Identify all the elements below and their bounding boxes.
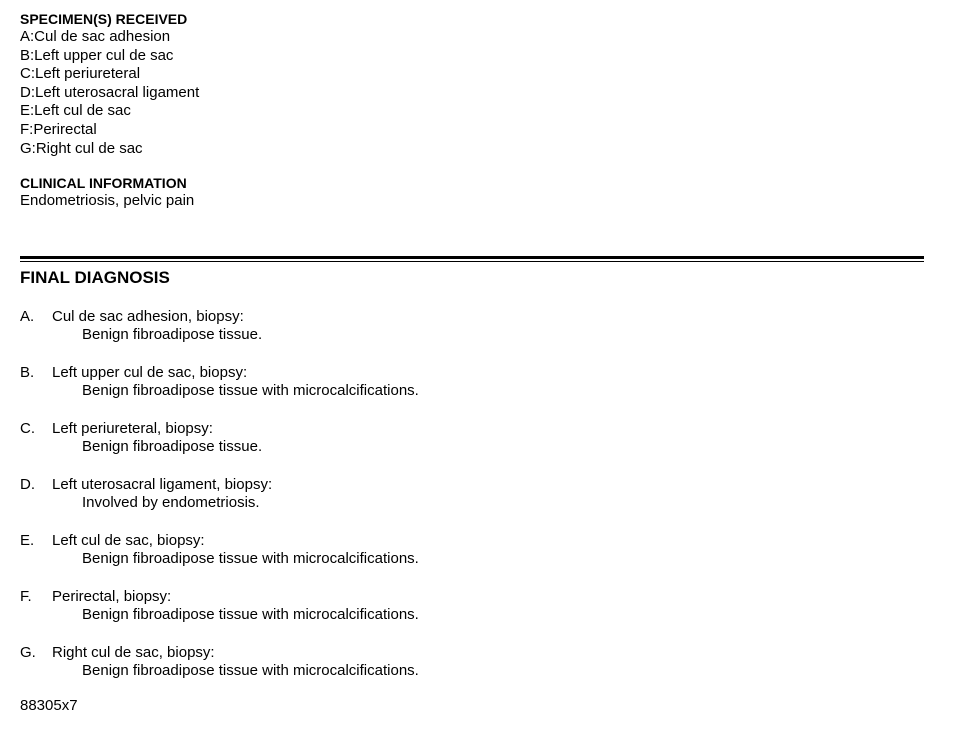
specimen-item: D:Left uterosacral ligament bbox=[20, 83, 200, 101]
diagnosis-site: Perirectal, biopsy: bbox=[52, 588, 172, 605]
clinical-information bbox=[20, 174, 924, 210]
diagnosis-item-b bbox=[20, 364, 900, 420]
diagnosis-site: Left uterosacral ligament, biopsy: bbox=[52, 476, 273, 493]
diagnosis-item-c bbox=[20, 420, 900, 476]
diagnosis-letter: E. bbox=[20, 532, 35, 549]
diagnosis-item-d bbox=[20, 476, 900, 532]
diagnosis-letter: G. bbox=[20, 644, 36, 661]
specimen-item: C:Left periureteral bbox=[20, 65, 141, 83]
diagnosis-result: Benign fibroadipose tissue. bbox=[82, 438, 263, 455]
final-diagnosis-title: FINAL DIAGNOSIS bbox=[20, 268, 170, 287]
specimen-item: A:Cul de sac adhesion bbox=[20, 28, 171, 45]
specimen-list bbox=[20, 28, 924, 158]
diagnosis-result: Benign fibroadipose tissue. bbox=[82, 326, 263, 343]
diagnosis-letter: B. bbox=[20, 364, 35, 381]
diagnosis-item-a bbox=[20, 308, 900, 364]
diagnosis-result: Involved by endometriosis. bbox=[82, 494, 260, 511]
diagnosis-result: Benign fibroadipose tissue with microcalcifications. bbox=[82, 550, 419, 567]
section-divider-thin bbox=[20, 261, 924, 262]
diagnosis-result: Benign fibroadipose tissue with microcalcifications. bbox=[82, 662, 419, 679]
diagnosis-letter: F. bbox=[20, 588, 32, 605]
diagnosis-list bbox=[20, 308, 900, 700]
diagnosis-site: Right cul de sac, biopsy: bbox=[52, 644, 215, 661]
specimen-item: E:Left cul de sac bbox=[20, 102, 131, 120]
diagnosis-letter: C. bbox=[20, 420, 35, 437]
diagnosis-result: Benign fibroadipose tissue with microcalcifications. bbox=[82, 382, 419, 399]
specimens-title: SPECIMEN(S) RECEIVED bbox=[20, 11, 188, 27]
specimen-item: G:Right cul de sac bbox=[20, 139, 143, 157]
diagnosis-site: Left upper cul de sac, biopsy: bbox=[52, 364, 248, 381]
diagnosis-item-e bbox=[20, 532, 900, 588]
diagnosis-letter: A. bbox=[20, 308, 35, 325]
diagnosis-letter: D. bbox=[20, 476, 35, 493]
diagnosis-site: Left cul de sac, biopsy: bbox=[52, 532, 205, 549]
report-header bbox=[20, 10, 924, 210]
clinical-title: CLINICAL INFORMATION bbox=[20, 175, 187, 192]
specimen-item: F:Perirectal bbox=[20, 120, 97, 138]
clinical-text: Endometriosis, pelvic pain bbox=[20, 192, 195, 210]
specimen-item: B:Left upper cul de sac bbox=[20, 46, 174, 64]
diagnosis-item-g bbox=[20, 644, 900, 700]
billing-code: 88305x7 bbox=[20, 697, 78, 714]
section-divider bbox=[20, 256, 924, 259]
diagnosis-site: Cul de sac adhesion, biopsy: bbox=[52, 308, 244, 325]
diagnosis-item-f bbox=[20, 588, 900, 644]
diagnosis-result: Benign fibroadipose tissue with microcalcifications. bbox=[82, 606, 419, 623]
diagnosis-site: Left periureteral, biopsy: bbox=[52, 420, 213, 437]
